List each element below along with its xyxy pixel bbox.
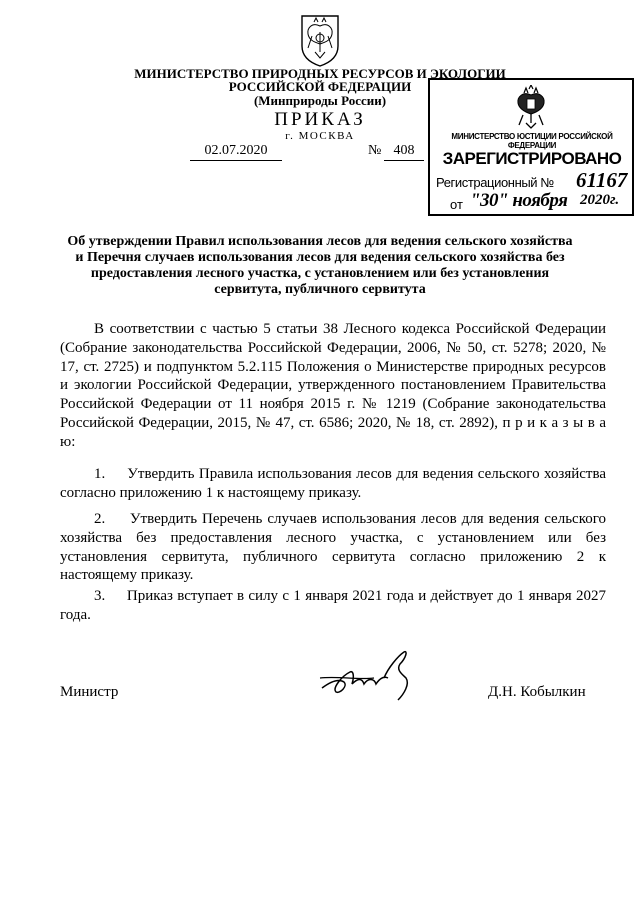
stamp-emblem bbox=[513, 85, 549, 129]
order-item-text: Утвердить Перечень случаев использования лесов для ведения сельского хозяйства без предоставления лесного участка, с установлением или без установления сервитута, публичного сервитута согласно приложению 2 к настоящему приказу. bbox=[60, 511, 606, 584]
document-title-line: и Перечня случаев использования лесов для ведения сельского хозяйства без bbox=[75, 250, 565, 265]
handwritten-signature bbox=[318, 648, 418, 706]
city: г. МОСКВА bbox=[285, 130, 355, 142]
order-date: 02.07.2020 bbox=[190, 143, 282, 161]
document-title-line: сервитута, публичного сервитута bbox=[214, 282, 426, 297]
stamp-registration-number-label: Регистрационный № bbox=[436, 175, 554, 190]
order-item-number: 3. bbox=[94, 588, 106, 604]
number-sign: № bbox=[368, 143, 382, 158]
order-number: 408 bbox=[384, 143, 424, 161]
ministry-short-name: (Минприроды России) bbox=[253, 93, 387, 108]
order-item-text: Утвердить Правила использования лесов для ведения сельского хозяйства согласно приложению 1 к настоящему приказу. bbox=[60, 466, 607, 501]
signer-name: Д.Н. Кобылкин bbox=[488, 684, 586, 700]
coat-of-arms-emblem bbox=[298, 12, 342, 68]
registration-stamp bbox=[428, 78, 634, 216]
document-title-line: Об утверждении Правил использования лесов для ведения сельского хозяйства bbox=[67, 234, 573, 249]
preamble-paragraph bbox=[60, 320, 606, 452]
stamp-department: МИНИСТЕРСТВО ЮСТИЦИИ РОССИЙСКОЙ ФЕДЕРАЦИИ bbox=[451, 132, 613, 150]
order-item bbox=[60, 510, 606, 585]
ministry-name-line2: РОССИЙСКОЙ ФЕДЕРАЦИИ bbox=[228, 79, 412, 94]
order-item-number: 2. bbox=[94, 511, 106, 527]
stamp-registration-year: 2020г. bbox=[580, 192, 620, 208]
preamble-text: В соответствии с частью 5 статьи 38 Лесного кодекса Российской Федерации (Собрание законодательства Российской Федерации, 2006, № 50, ст. 5278; 2020, № 17, ст. 2725) и подпунктом 5.2.115 Положения о Министерстве природных ресурсов и экологии Российской Федерации, утвержденного постановлением Правительства Российской Федерации от 11 ноября 2015 г. № 1219 (Собрание законодательства Российской Федерации, 2015, № 47, ст. 6586; 2020, № 18, ст. 2892), п р и к а з ы в а ю: bbox=[60, 321, 606, 450]
document-title bbox=[62, 234, 578, 298]
stamp-registered-label: ЗАРЕГИСТРИРОВАНО bbox=[442, 149, 622, 168]
order-item bbox=[60, 465, 606, 503]
order-item-text: Приказ вступает в силу с 1 января 2021 года и действует до 1 января 2027 года. bbox=[60, 588, 606, 623]
stamp-from-label: от bbox=[450, 197, 463, 212]
ministry-name-line1: МИНИСТЕРСТВО ПРИРОДНЫХ РЕСУРСОВ И ЭКОЛОГИИ bbox=[134, 66, 506, 81]
signer-role: Министр bbox=[60, 684, 119, 700]
order-item bbox=[60, 587, 606, 625]
stamp-registration-date: "30" ноября bbox=[470, 190, 568, 211]
order-item-number: 1. bbox=[94, 466, 106, 482]
order-title: ПРИКАЗ bbox=[274, 109, 366, 130]
document-title-line: предоставления лесного участка, с установлением или без установления bbox=[90, 266, 550, 281]
stamp-registration-number: 61167 bbox=[576, 168, 628, 192]
